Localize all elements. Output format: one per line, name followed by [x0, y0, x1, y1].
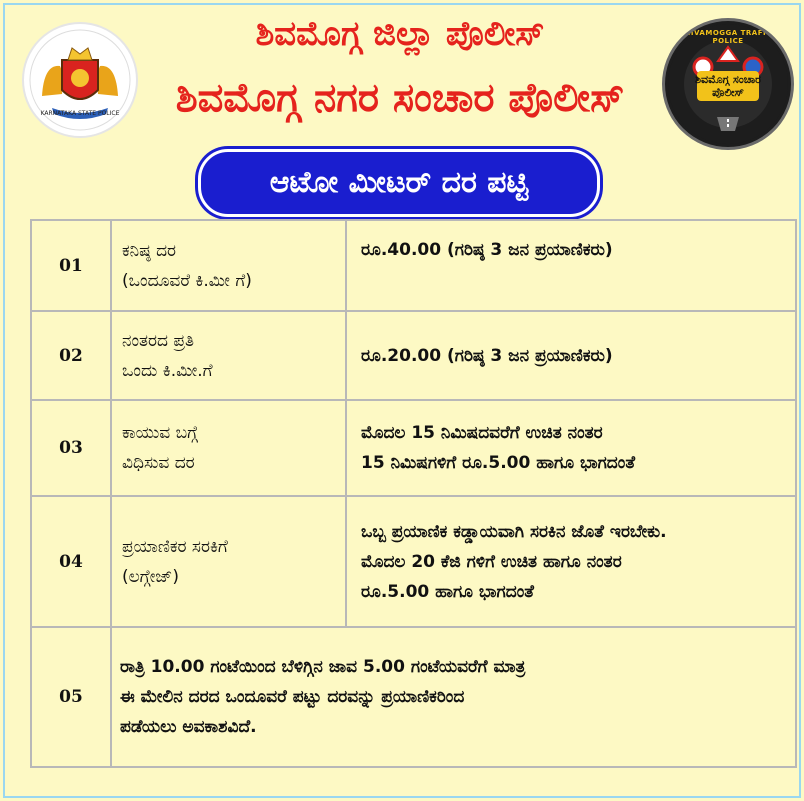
row-value-line: ರೂ.20.00 (ಗರಿಷ್ಠ 3 ಜನ ಪ್ರಯಾಣಿಕರು): [361, 345, 613, 366]
row-value-line: ಒಬ್ಬ ಪ್ರಯಾಣಿಕ ಕಡ್ಡಾಯವಾಗಿ ಸರಕಿನ ಜೊತೆ ಇರಬೇಕು.: [361, 521, 667, 542]
row-label-line: ವಿಧಿಸುವ ದರ: [122, 453, 195, 473]
note-line: ಪಡೆಯಲು ಅವಕಾಶವಿದೆ.: [120, 717, 257, 737]
row-number: 04: [31, 496, 111, 627]
row-number: 01: [31, 220, 111, 311]
row-value-line: 15 ನಿಮಿಷಗಳಿಗೆ ರೂ.5.00 ಹಾಗೂ ಭಾಗದಂತೆ: [361, 453, 636, 473]
row-value-line: ರೂ.40.00 (ಗರಿಷ್ಠ 3 ಜನ ಪ್ರಯಾಣಿಕರು): [361, 240, 613, 260]
row-label: [111, 220, 346, 311]
note-line: ರಾತ್ರಿ 10.00 ಗಂಟೆಯಿಂದ ಬೆಳಿಗ್ಗಿನ ಜಾವ 5.00 ಗಂಟೆಯವರೆಗೆ ಮಾತ್ರ: [120, 657, 526, 677]
table-row: [31, 311, 796, 400]
traffic-logo-ring-text: SHIVAMOGGA TRAFFIC POLICE: [678, 29, 777, 45]
row-label-line: ಪ್ರಯಾಣಿಕರ ಸರಕಿಗೆ: [122, 536, 228, 557]
row-value-line: ಮೊದಲ 15 ನಿಮಿಷದವರೆಗೆ ಉಚಿತ ನಂತರ: [361, 423, 603, 443]
row-value-line: ಮೊದಲ 20 ಕೆಜಿ ಗಳಿಗೆ ಉಚಿತ ಹಾಗೂ ನಂತರ: [361, 551, 622, 572]
traffic-logo-inner-text: ಶಿವಮೊಗ್ಗ ಸಂಚಾರ ಪೊಲೀಸ್: [695, 73, 761, 99]
karnataka-police-emblem: [22, 22, 138, 138]
table-row: [31, 400, 796, 496]
row-label: [111, 496, 346, 627]
row-label-line: (ಒಂದೂವರೆ ಕಿ.ಮೀ ಗೆ): [122, 270, 252, 291]
city-traffic-police-title: ಶಿವಮೊಗ್ಗ ನಗರ ಸಂಚಾರ ಪೊಲೀಸ್: [175, 75, 625, 121]
row-label-line: (ಲಗ್ಗೇಜ್): [122, 566, 179, 587]
row-value: [346, 496, 796, 627]
row-number: 03: [31, 400, 111, 496]
table-row: [31, 627, 796, 767]
table-row: [31, 496, 796, 627]
auto-fare-table: [30, 219, 797, 768]
note-line: ಈ ಮೇಲಿನ ದರದ ಒಂದೂವರೆ ಪಟ್ಟು ದರವನ್ನು ಪ್ರಯಾಣಿಕರಿಂದ: [120, 687, 465, 707]
auto-meter-rate-banner: ಆಟೋ ಮೀಟರ್ ದರ ಪಟ್ಟಿ: [198, 149, 600, 217]
row-label-line: ಒಂದು ಕಿ.ಮೀ.ಗೆ: [122, 360, 213, 381]
row-label-line: ಕನಿಷ್ಠ ದರ: [122, 240, 177, 261]
row-value-line: ರೂ.5.00 ಹಾಗೂ ಭಾಗದಂತೆ: [361, 581, 534, 602]
row-number: 02: [31, 311, 111, 400]
emblem-caption: KARNATAKA STATE POLICE: [40, 110, 120, 117]
row-value: [346, 311, 796, 400]
row-value: [346, 220, 796, 311]
traffic-police-logo: [662, 18, 794, 150]
row-value: [346, 400, 796, 496]
row-label: [111, 311, 346, 400]
row-label-line: ನಂತರದ ಪ್ರತಿ: [122, 330, 195, 351]
row-label-line: ಕಾಯುವ ಬಗ್ಗೆ: [122, 423, 198, 443]
emblem-icon: [24, 24, 136, 136]
row-number: 05: [31, 627, 111, 767]
table-row: [31, 220, 796, 311]
row-label: [111, 400, 346, 496]
night-fare-note: [111, 627, 796, 767]
district-police-title: ಶಿವಮೊಗ್ಗ ಜಿಲ್ಲಾ ಪೊಲೀಸ್: [255, 14, 545, 54]
